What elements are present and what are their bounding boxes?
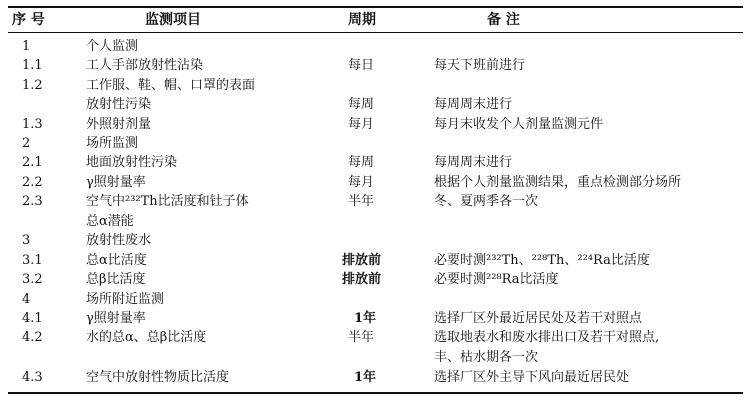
row-remark: 每天下班前进行 — [434, 58, 526, 73]
row-period: 每月 — [348, 175, 375, 190]
row-item: 场所附近监测 — [86, 292, 165, 307]
row-seq: 1.2 — [22, 78, 43, 93]
row-period: 1年 — [354, 370, 377, 385]
row-seq: 4.3 — [22, 370, 43, 385]
row-item: 空气中²³²Th比活度和钍子体 — [86, 194, 249, 209]
row-period: 半年 — [348, 194, 375, 209]
header-seq: 序 号 — [12, 12, 45, 28]
row-remark: 根据个人剂量监测结果，重点检测部分场所 — [434, 175, 682, 190]
row-remark: 选择厂区外主导下风向最近居民处 — [434, 370, 630, 385]
row-seq: 2.3 — [22, 194, 43, 209]
row-seq: 3 — [22, 233, 31, 248]
bottom-rule — [8, 392, 743, 394]
row-remark: 选取地表水和废水排出口及若干对照点, — [434, 330, 660, 345]
row-remark: 必要时测²³²Th、²²⁸Th、²²⁴Ra比活度 — [434, 253, 650, 268]
row-item: γ照射量率 — [86, 175, 146, 190]
row-item: 放射性废水 — [86, 233, 152, 248]
header-item: 监测项目 — [145, 12, 201, 28]
row-seq: 4 — [22, 292, 31, 307]
row-seq: 4.1 — [22, 311, 43, 326]
row-period: 排放前 — [342, 272, 382, 287]
row-item: 工作服、鞋、帽、口罩的表面 — [86, 78, 256, 93]
header-rule — [8, 32, 743, 33]
row-item: 外照射剂量 — [86, 117, 152, 132]
row-item: 总α比活度 — [86, 253, 147, 268]
row-period: 1年 — [354, 311, 377, 326]
row-item: 工人手部放射性沾染 — [86, 58, 204, 73]
row-seq: 2.1 — [22, 155, 43, 170]
row-item: γ照射量率 — [86, 311, 146, 326]
row-seq: 3.2 — [22, 272, 43, 287]
row-period: 排放前 — [342, 253, 382, 268]
header-period: 周期 — [348, 12, 376, 28]
row-remark: 每周周末进行 — [434, 155, 513, 170]
row-seq: 1.1 — [22, 58, 43, 73]
row-seq: 3.1 — [22, 253, 43, 268]
row-period: 每周 — [348, 155, 375, 170]
row-item: 总β比活度 — [86, 272, 146, 287]
row-remark: 选择厂区外最近居民处及若干对照点 — [434, 311, 643, 326]
row-remark: 丰、枯水期各一次 — [434, 350, 539, 365]
row-item: 放射性污染 — [86, 97, 152, 112]
row-remark: 冬、夏两季各一次 — [434, 194, 539, 209]
header-remark: 备 注 — [487, 12, 520, 28]
row-period: 每日 — [348, 58, 375, 73]
row-remark: 每月末收发个人剂量监测元件 — [434, 117, 604, 132]
row-seq: 4.2 — [22, 330, 43, 345]
row-item: 地面放射性污染 — [86, 155, 178, 170]
row-remark: 必要时测²²⁸Ra比活度 — [434, 272, 559, 287]
row-item: 水的总α、总β比活度 — [86, 330, 207, 345]
row-period: 每周 — [348, 97, 375, 112]
row-item: 空气中放射性物质比活度 — [86, 370, 230, 385]
row-item: 个人监测 — [86, 39, 139, 54]
row-seq: 1 — [22, 39, 31, 54]
row-seq: 1.3 — [22, 117, 43, 132]
top-rule — [8, 6, 743, 8]
row-item: 场所监测 — [86, 136, 139, 151]
row-period: 半年 — [348, 330, 375, 345]
row-period: 每月 — [348, 117, 375, 132]
row-seq: 2.2 — [22, 175, 43, 190]
row-remark: 每周周末进行 — [434, 97, 513, 112]
row-item: 总α潜能 — [86, 214, 134, 229]
row-seq: 2 — [22, 136, 31, 151]
